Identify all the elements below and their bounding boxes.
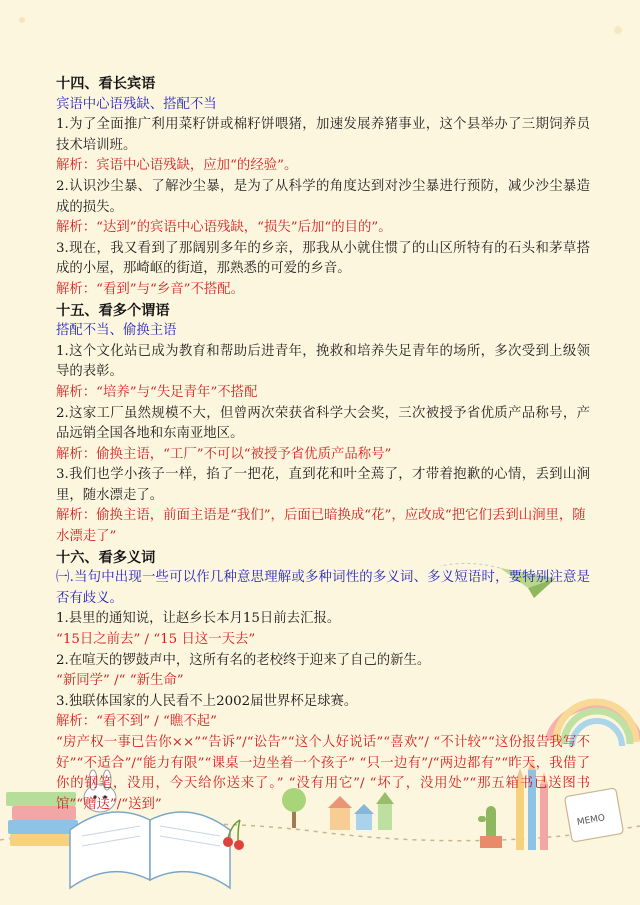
question-text: 3.我们也学小孩子一样，掐了一把花，直到花和叶全蔫了，才带着抱歉的心情，丢到山涧里，随水漂走了。 xyxy=(56,467,590,503)
memo-label: MEMO xyxy=(576,813,606,828)
section-subtitle: 宾语中心语残缺、搭配不当 xyxy=(56,96,217,112)
question-text: 1.县里的通知说，让赵乡长本月15日前去汇报。 xyxy=(56,611,341,627)
answer-text: 解析：偷换主语，“工厂”不可以“被授予省优质产品称号” xyxy=(56,446,392,462)
question-text: 1.这个文化站已成为教育和帮助后进青年，挽救和培养失足青年的场所，多次受到上级领导的表彰。 xyxy=(56,343,590,380)
question-text: 3.独联体国家的人民看不上2002届世界杯足球赛。 xyxy=(56,693,358,709)
section-heading: 十六、看多义词 xyxy=(56,549,156,566)
answer-text: 解析：宾语中心语残缺，应加“的经验”。 xyxy=(56,158,298,174)
question-text: 1.为了全面推广利用菜籽饼或棉籽饼喂猪，加速发展养猪事业，这个县举办了三期饲养员技术培训班。 xyxy=(56,117,590,153)
question-text: 3.现在，我又看到了那阔别多年的乡亲，那我从小就住惯了的山区所特有的石头和茅草搭成的小屋，那崎岖的街道，那熟悉的可爱的乡音。 xyxy=(56,240,590,277)
answer-text: “新同学” /“ “新生命” xyxy=(56,673,184,689)
question-text: 2.认识沙尘暴、了解沙尘暴，是为了从科学的角度达到对沙尘暴进行预防，减少沙尘暴造成的损失。 xyxy=(56,178,590,215)
section-heading: 十四、看长宾语 xyxy=(56,76,156,92)
section-subtitle: 搭配不当、偷换主语 xyxy=(56,323,177,339)
document-body xyxy=(56,74,590,815)
answer-text: 解析：“培养”与“失足青年”不搭配 xyxy=(56,384,258,400)
answer-text: 解析：偷换主语，前面主语是“我们”，后面已暗换成“花”，应改成“把它们丢到山涧里，随水漂走了” xyxy=(56,508,586,545)
question-text: 2.在喧天的锣鼓声中，这所有名的老校终于迎来了自己的新生。 xyxy=(56,652,431,668)
examples-text: “房产权一事已告你××”“告诉”/“讼告”“这个人好说话”“喜欢”/ “不计较”“这份报告我写不好”“不适合”/“能力有限”“课桌一边坐着一个孩子” “只一边有”/“两边都有”“昨天，我借了你的钢笔，没用，今天给你送来了。” “没有用它”/ “坏了，没用处”“那五箱书已送图书馆”“赠送”/“送到” xyxy=(56,735,590,812)
section-subtitle: ㈠.当句中出现一些可以作几种意思理解或多种词性的多义词、多义短语时，要特别注意是否有歧义。 xyxy=(56,570,590,606)
answer-text: 解析：“看到”与“乡音”不搭配。 xyxy=(56,281,245,297)
answer-text: 解析：“看不到” / “瞧不起” xyxy=(56,714,217,730)
section-heading: 十五、看多个谓语 xyxy=(56,302,170,319)
open-book-icon xyxy=(70,812,230,888)
question-text: 2.这家工厂虽然规模不大，但曾两次荣获省科学大会奖，三次被授予省优质产品称号，产品远销全国各地和东南亚地区。 xyxy=(56,405,590,442)
answer-text: “15日之前去” / “15 日这一天去” xyxy=(56,632,256,648)
answer-text: 解析：“达到”的宾语中心语残缺，“损失”后加“的目的”。 xyxy=(56,220,392,236)
